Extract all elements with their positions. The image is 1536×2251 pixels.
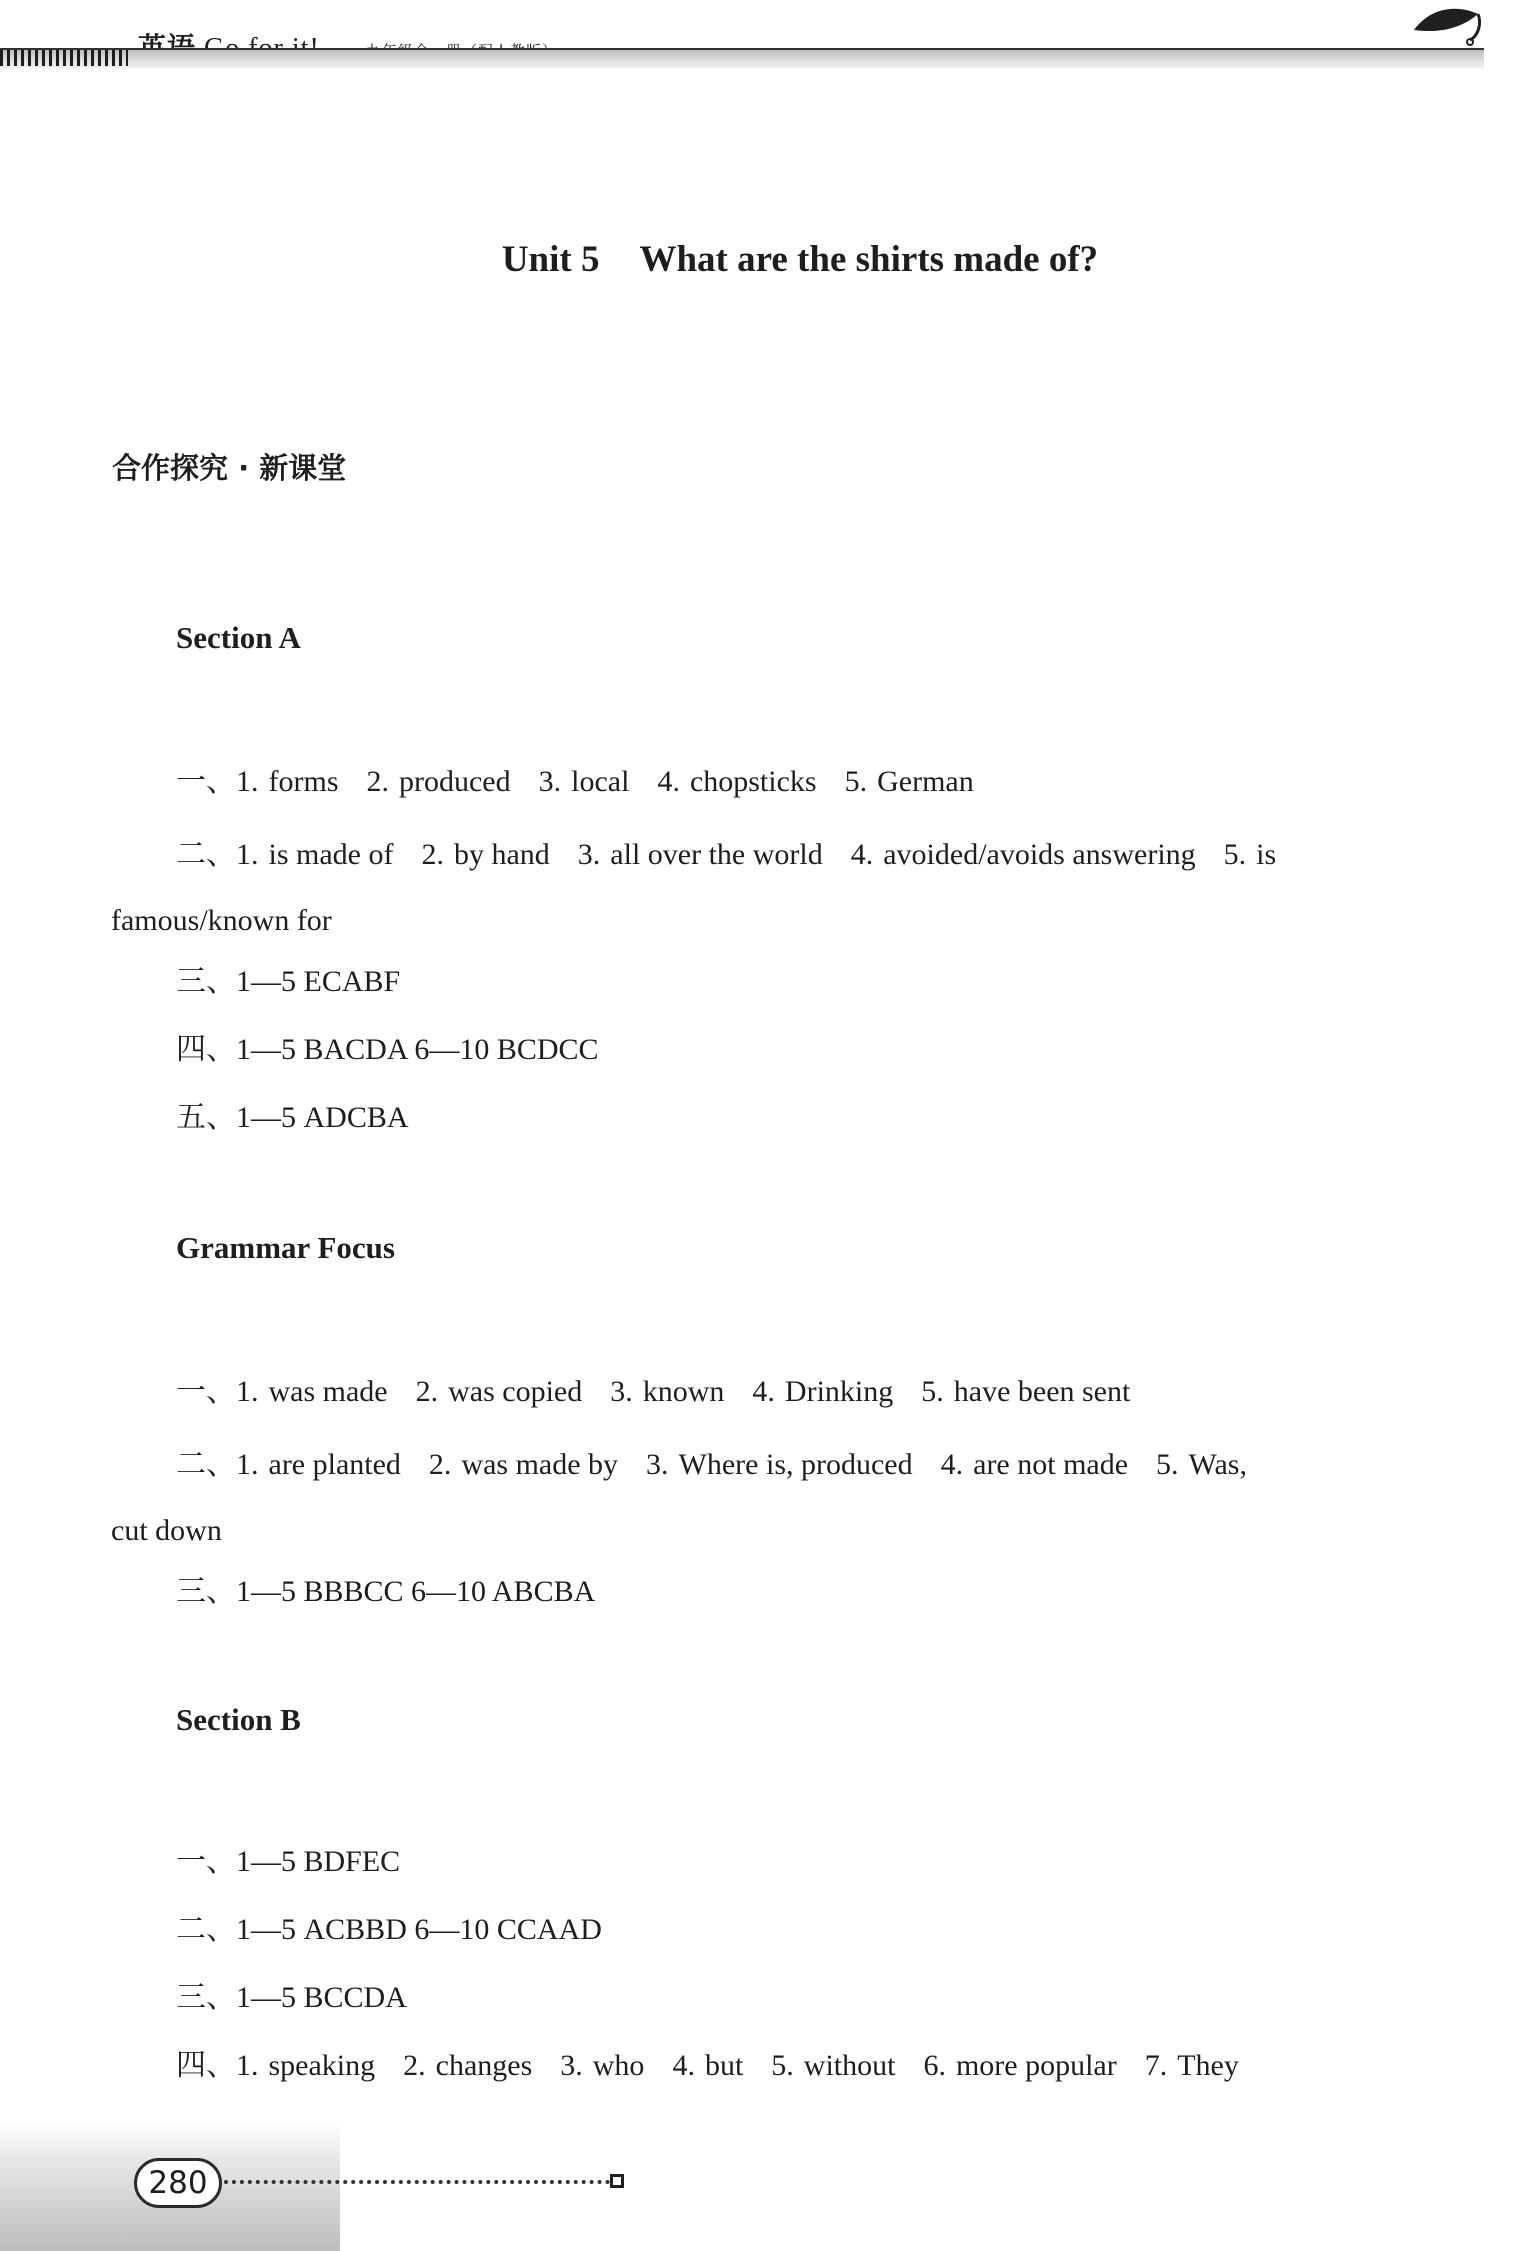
section-heading-grammar: Grammar Focus	[176, 1230, 395, 1265]
unit-number: Unit 5	[501, 239, 600, 280]
block-heading: 合作探究 · 新课堂	[112, 451, 347, 485]
answer-line: 二、1. is made of 2. by hand 3. all over the world 4. avoided/avoids answering 5. is famous/known for	[111, 838, 1277, 937]
answer-line: 四、1—5 BACDA 6—10 BCDCC	[176, 1033, 599, 1066]
footer-dotted-rule	[224, 2180, 610, 2184]
section-heading-a: Section A	[176, 620, 301, 655]
barcode-stripes	[0, 50, 128, 66]
answer-line: 二、1—5 ACBBD 6—10 CCAAD	[176, 1913, 602, 1946]
page-number: 280	[134, 2158, 222, 2208]
answer-line: 一、1. was made 2. was copied 3. known 4. Drinking 5. have been sent	[176, 1375, 1131, 1408]
page-title	[0, 238, 1536, 281]
answer-line: 四、1. speaking 2. changes 3. who 4. but 5. without 6. more popular 7. They	[176, 2049, 1239, 2082]
unit-question: What are the shirts made of?	[639, 239, 1099, 280]
answer-line: 三、1—5 BBBCC 6—10 ABCBA	[176, 1575, 596, 1608]
section-heading-b: Section B	[176, 1702, 301, 1737]
answer-line: 三、1—5 ECABF	[176, 965, 401, 998]
answer-line: 一、1. forms 2. produced 3. local 4. chopsticks 5. German	[176, 765, 974, 798]
footer-end-square	[610, 2174, 624, 2188]
answer-line: 三、1—5 BCCDA	[176, 1981, 407, 2014]
leaf-ornament-icon	[1408, 0, 1484, 52]
answer-line: 二、1. are planted 2. was made by 3. Where is, produced 4. are not made 5. Was, cut down	[111, 1448, 1247, 1547]
answer-line: 一、1—5 BDFEC	[176, 1845, 401, 1878]
answer-line: 五、1—5 ADCBA	[176, 1101, 409, 1134]
header-rule	[0, 48, 1484, 68]
